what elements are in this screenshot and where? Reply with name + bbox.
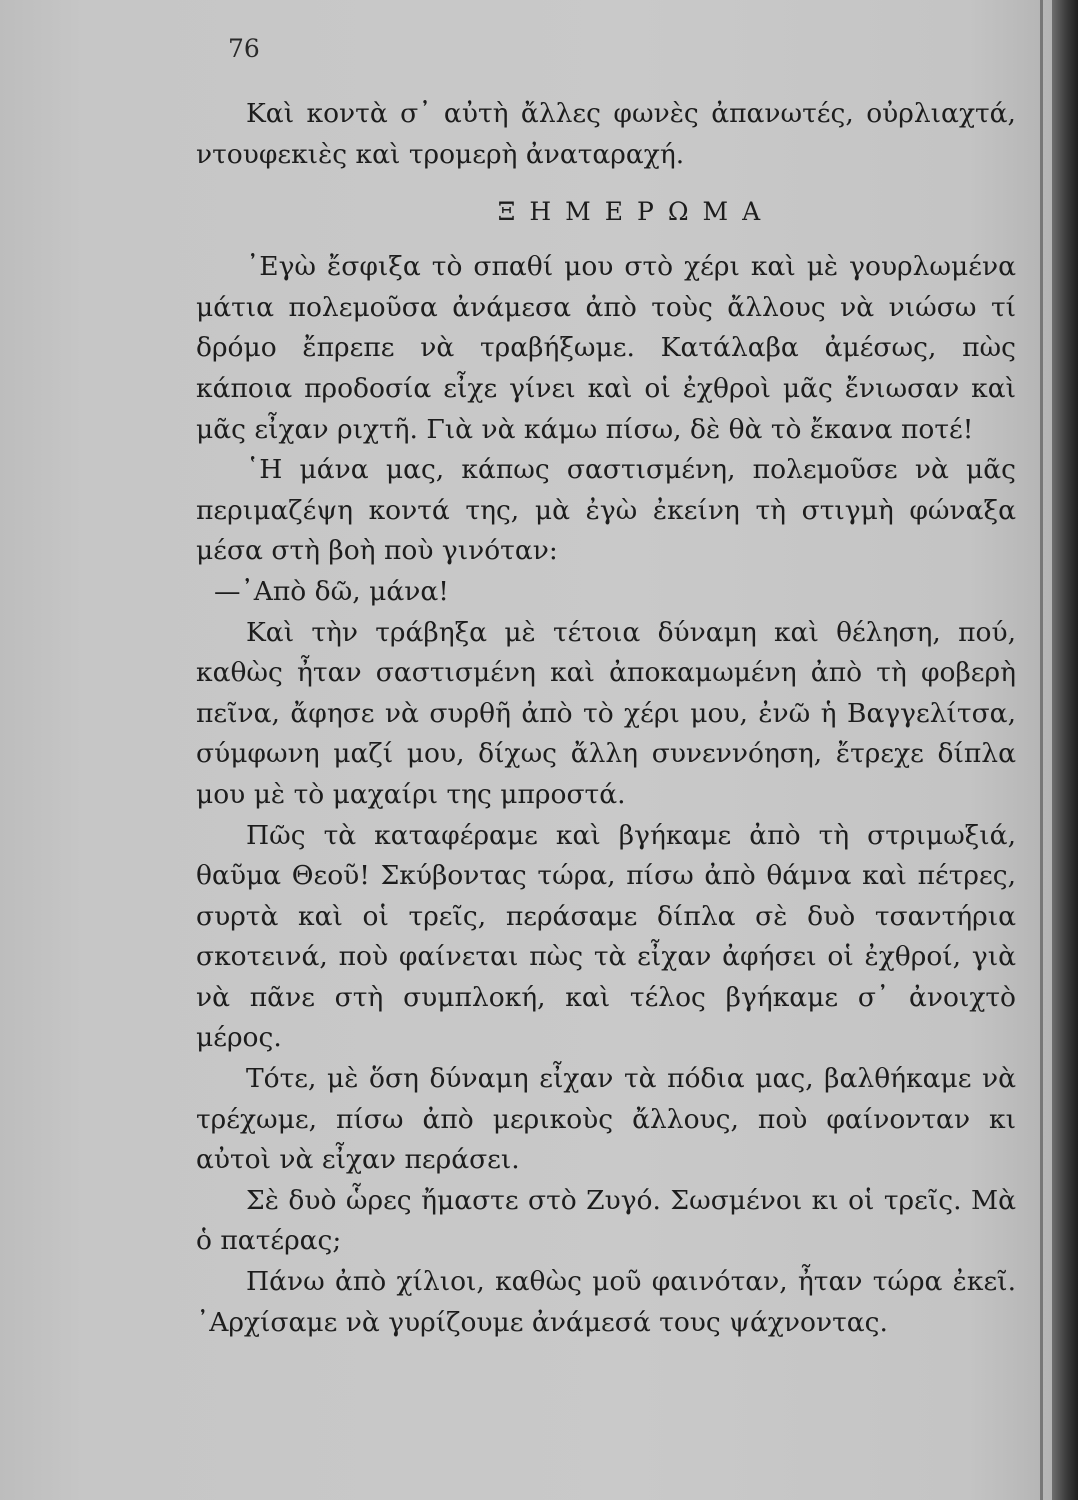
paragraph-3: Καὶ τὴν τράβηξα μὲ τέτοια δύναμη καὶ θέληση, πού, καθὼς ἦταν σαστισμένη καὶ ἀποκαμωμένη ἀπὸ τὴ φοβερὴ πεῖνα, ἄφησε νὰ συρθῆ ἀπὸ τὸ χέρι μου, ἐνῶ ἡ Βαγγελίτσα, σύμφωνη μαζί μου, δίχως ἄλλη συνεννόηση, ἔτρεχε δίπλα μου μὲ τὸ μαχαίρι της μπροστά. (196, 616, 1016, 810)
section-heading: ΞΗΜΕΡΩΜΑ (497, 197, 775, 227)
dialogue-line: —᾿Απὸ δῶ, μάνα! (214, 575, 449, 607)
page-number: 76 (228, 34, 260, 63)
paragraph-6: Σὲ δυὸ ὧρες ἤμαστε στὸ Ζυγό. Σωσμένοι κι οἱ τρεῖς. Μὰ ὁ πατέρας; (196, 1184, 1016, 1257)
paragraph-7: Πάνω ἀπὸ χίλιοι, καθὼς μοῦ φαινόταν, ἦταν τώρα ἐκεῖ. ᾿Αρχίσαμε νὰ γυρίζουμε ἀνάμεσά τους ψάχνοντας. (196, 1266, 1016, 1338)
paragraph-4: Πῶς τὰ καταφέραμε καὶ βγήκαμε ἀπὸ τὴ στριμωξιά, θαῦμα Θεοῦ! Σκύβοντας τώρα, πίσω ἀπὸ θάμνα καὶ πέτρες, συρτὰ καὶ οἱ τρεῖς, περάσαμε δίπλα σὲ δυὸ τσαντήρια σκοτεινά, ποὺ φαίνεται πὼς τὰ εἶχαν ἀφήσει οἱ ἐχθροί, γιὰ νὰ πᾶνε στὴ συμπλοκή, καὶ τέλος βγήκαμε σ᾿ ἀνοιχτὸ μέρος. (196, 819, 1016, 1054)
paragraph-1: ᾿Εγὼ ἔσφιξα τὸ σπαθί μου στὸ χέρι καὶ μὲ γουρλωμένα μάτια πολεμοῦσα ἀνάμεσα ἀπὸ τοὺς ἄλλους νὰ νιώσω τί δρόμο ἔπρεπε νὰ τραβήξωμε. Κατάλαβα ἀμέσως, πὼς κάποια προδοσία εἶχε γίνει καὶ οἱ ἐχθροὶ μᾶς ἔνιωσαν καὶ μᾶς εἶχαν ριχτῆ. Γιὰ νὰ κάμω πίσω, δὲ θὰ τὸ ἔκανα ποτέ! (196, 251, 1016, 445)
page-text (196, 94, 1016, 1343)
book-binding (1052, 0, 1078, 1500)
paragraph-5: Τότε, μὲ ὅση δύναμη εἶχαν τὰ πόδια μας, βαλθήκαμε νὰ τρέχωμε, πίσω ἀπὸ μερικοὺς ἄλλους, ποὺ φαίνονταν κι αὐτοὶ νὰ εἶχαν περάσει. (196, 1063, 1016, 1176)
paragraph-2: ῾Η μάνα μας, κάπως σαστισμένη, πολεμοῦσε νὰ μᾶς περιμαζέψη κοντά της, μὰ ἐγὼ ἐκείνη τὴ στιγμὴ φώναξα μέσα στὴ βοὴ ποὺ γινόταν: (196, 454, 1016, 567)
page-edge-line (1040, 0, 1043, 1500)
opening-paragraph: Καὶ κοντὰ σ᾿ αὐτὴ ἄλλες φωνὲς ἀπανωτές, οὐρλιαχτά, ντουφεκιὲς καὶ τρομερὴ ἀναταραχή. (196, 98, 1016, 170)
